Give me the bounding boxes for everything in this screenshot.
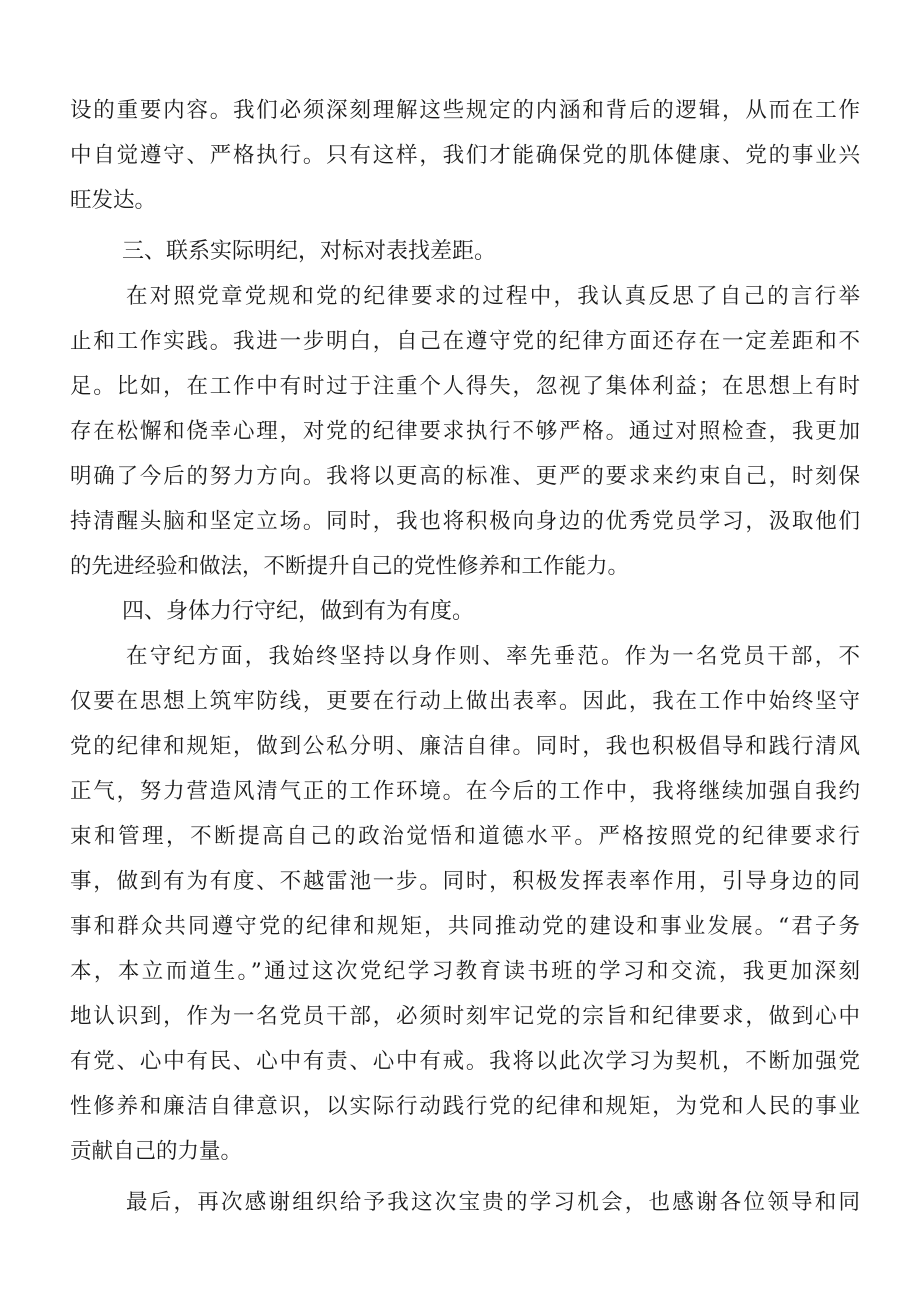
text-line: 最后，再次感谢组织给予我这次宝贵的学习机会，也感谢各位领导和同 <box>126 1190 860 1215</box>
section-heading-3: 三、联系实际明纪，对标对表找差距。 <box>122 239 497 264</box>
text-line: 在对照党章党规和党的纪律要求的过程中，我认真反思了自己的言行举 <box>126 284 860 309</box>
text-line: 仅要在思想上筑牢防线，更要在行动上做出表率。因此，我在工作中始终坚守 <box>70 689 860 714</box>
text-line: 旺发达。 <box>70 188 157 213</box>
text-line: 有党、心中有民、心中有责、心中有戒。我将以此次学习为契机，不断加强党 <box>70 1049 860 1074</box>
text-line: 足。比如，在工作中有时过于注重个人得失，忽视了集体利益；在思想上有时 <box>70 374 860 399</box>
text-line: 在守纪方面，我始终坚持以身作则、率先垂范。作为一名党员干部，不 <box>126 644 860 669</box>
document-page <box>70 88 860 1225</box>
text-line: 中自觉遵守、严格执行。只有这样，我们才能确保党的肌体健康、党的事业兴 <box>70 143 860 168</box>
section-heading-4: 四、身体力行守纪，做到有为有度。 <box>122 599 475 624</box>
text-line: 事，做到有为有度、不越雷池一步。同时，积极发挥表率作用，引导身边的同 <box>70 869 860 894</box>
paragraph-discipline <box>70 634 860 1174</box>
text-line: 事和群众共同遵守党的纪律和规矩，共同推动党的建设和事业发展。“君子务 <box>70 914 860 939</box>
text-line: 束和管理，不断提高自己的政治觉悟和道德水平。严格按照党的纪律要求行 <box>70 824 860 849</box>
text-line: 存在松懈和侥幸心理，对党的纪律要求执行不够严格。通过对照检查，我更加 <box>70 419 860 444</box>
text-line: 设的重要内容。我们必须深刻理解这些规定的内涵和背后的逻辑，从而在工作 <box>70 98 860 123</box>
paragraph-continuation <box>70 88 860 223</box>
paragraph-reflection <box>70 274 860 589</box>
text-line: 正气，努力营造风清气正的工作环境。在今后的工作中，我将继续加强自我约 <box>70 779 860 804</box>
text-line: 贡献自己的力量。 <box>70 1139 243 1164</box>
text-line: 本，本立而道生。”通过这次党纪学习教育读书班的学习和交流，我更加深刻 <box>70 959 860 984</box>
text-line: 地认识到，作为一名党员干部，必须时刻牢记党的宗旨和纪律要求，做到心中 <box>70 1004 860 1029</box>
text-line: 党的纪律和规矩，做到公私分明、廉洁自律。同时，我也积极倡导和践行清风 <box>70 734 860 759</box>
text-line: 明确了今后的努力方向。我将以更高的标准、更严的要求来约束自己，时刻保 <box>70 464 860 489</box>
text-line: 性修养和廉洁自律意识，以实际行动践行党的纪律和规矩，为党和人民的事业 <box>70 1094 860 1119</box>
text-line: 的先进经验和做法，不断提升自己的党性修养和工作能力。 <box>70 554 630 579</box>
text-line: 持清醒头脑和坚定立场。同时，我也将积极向身边的优秀党员学习，汲取他们 <box>70 509 860 534</box>
text-line: 止和工作实践。我进一步明白，自己在遵守党的纪律方面还存在一定差距和不 <box>70 329 860 354</box>
paragraph-closing <box>70 1180 860 1225</box>
